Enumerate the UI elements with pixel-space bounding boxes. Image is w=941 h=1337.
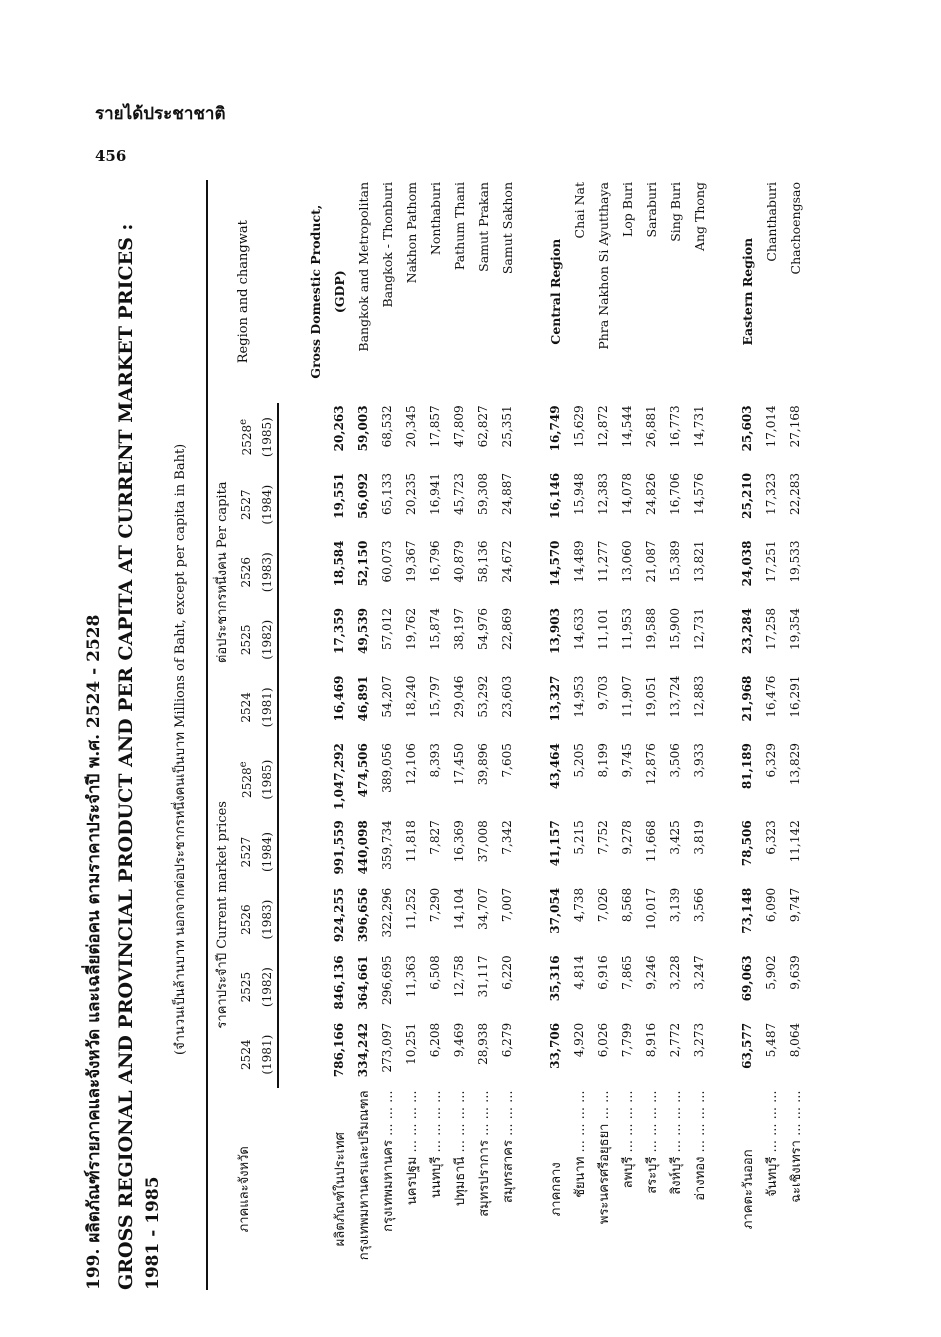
row-label-english: (GDP) — [331, 270, 347, 314]
value-cell-per-capita: 14,570 — [548, 540, 562, 587]
value-cell-per-capita: 24,672 — [500, 540, 514, 583]
year-header: (1984) — [257, 818, 278, 886]
value-cell-current-price: 78,506 — [740, 820, 754, 867]
value-cell-per-capita: 52,150 — [356, 540, 370, 587]
row-label-thai: สมุทรปราการ ... ... ... — [476, 1090, 492, 1217]
value-cell-per-capita: 16,291 — [788, 675, 802, 718]
table-row-samut-sakhon — [495, 180, 519, 1290]
table-row-nonthaburi — [423, 180, 447, 1290]
value-cell-current-price: 7,290 — [428, 887, 442, 923]
value-cell-per-capita: 15,797 — [428, 675, 442, 718]
value-cell-current-price: 16,369 — [452, 820, 466, 863]
value-cell-current-price: 39,896 — [476, 743, 490, 786]
value-cell-per-capita: 24,038 — [740, 540, 754, 587]
value-cell-current-price: 396,656 — [356, 887, 370, 943]
value-cell-per-capita: 21,968 — [740, 675, 754, 722]
row-label-english: Gross Domestic Product, — [307, 204, 323, 379]
value-cell-current-price: 8,916 — [644, 1022, 658, 1058]
table-row-ayutthaya — [591, 180, 615, 1290]
row-label-thai: สมุทรสาคร ... ... ... — [500, 1090, 516, 1204]
row-label-english: Chachoengsao — [787, 182, 803, 275]
row-label-thai: ภาคกลาง — [548, 1162, 564, 1217]
value-cell-current-price: 8,064 — [788, 1022, 802, 1058]
value-cell-per-capita: 23,284 — [740, 608, 754, 654]
value-cell-current-price: 6,220 — [500, 955, 514, 990]
value-cell-per-capita: 11,953 — [620, 608, 634, 651]
year-header: (1984) — [257, 471, 278, 539]
value-cell-per-capita: 27,168 — [788, 405, 802, 448]
value-cell-current-price: 9,747 — [788, 887, 802, 923]
value-cell-per-capita: 22,869 — [500, 608, 514, 651]
value-cell-per-capita: 13,821 — [692, 540, 706, 583]
value-cell-per-capita: 54,976 — [476, 608, 490, 651]
year-header: (1982) — [257, 953, 278, 1021]
value-cell-current-price: 7,026 — [596, 887, 610, 923]
row-label-thai: กรุงเทพมหานครและปริมณฑล — [356, 1090, 372, 1261]
value-cell-current-price: 5,487 — [764, 1022, 778, 1058]
row-label-english: Bangkok - Thonburi — [379, 182, 395, 308]
value-cell-per-capita: 59,003 — [356, 405, 370, 452]
value-cell-current-price: 81,189 — [740, 743, 754, 790]
row-label-english: Saraburi — [643, 182, 659, 238]
value-cell-current-price: 322,296 — [380, 887, 394, 938]
value-cell-per-capita: 53,292 — [476, 675, 490, 718]
value-cell-current-price: 7,342 — [500, 820, 514, 855]
value-cell-current-price: 43,464 — [548, 743, 562, 790]
value-cell-current-price: 11,818 — [404, 820, 418, 863]
year-header: (1983) — [257, 538, 278, 606]
value-cell-per-capita: 16,773 — [668, 405, 682, 448]
table-units-note: (จำนวนเป็นล้านบาท นอกจากต่อประชากรหนึ่งคนเป็นบาท Millions of Baht, except per capita in Baht) — [173, 443, 188, 1055]
row-label-english: Bangkok and Metropolitan — [355, 182, 371, 352]
table-row-lop-buri — [615, 180, 639, 1290]
value-cell-per-capita: 20,263 — [332, 405, 346, 452]
value-cell-per-capita: 15,874 — [428, 608, 442, 651]
value-cell-per-capita: 62,827 — [476, 405, 490, 448]
year-header: 2525 — [239, 971, 253, 1003]
row-label-thai: ชัยนาท ... ... ... ... — [572, 1090, 588, 1198]
value-cell-per-capita: 17,857 — [428, 405, 442, 448]
value-cell-current-price: 3,228 — [668, 955, 682, 990]
value-cell-per-capita: 29,046 — [452, 675, 466, 718]
value-cell-current-price: 17,450 — [452, 743, 466, 786]
value-cell-per-capita: 26,881 — [644, 405, 658, 448]
value-cell-current-price: 3,933 — [692, 743, 706, 778]
row-label-thai: อ่างทอง ... ... ... ... — [692, 1090, 708, 1201]
row-label-english: Nonthaburi — [427, 182, 443, 256]
row-label-thai: กรุงเทพมหานคร ... ... ... — [380, 1090, 396, 1232]
value-cell-current-price: 12,106 — [404, 743, 418, 786]
value-cell-per-capita: 14,633 — [572, 608, 586, 651]
row-label-thai: นนทบุรี ... ... ... ... — [428, 1090, 444, 1199]
year-header: 2524 — [239, 1039, 253, 1070]
row-label-english: Sing Buri — [667, 182, 683, 242]
estimate-mark: e — [238, 418, 249, 425]
value-cell-current-price: 14,104 — [452, 887, 466, 930]
value-cell-per-capita: 16,146 — [548, 472, 562, 519]
spacer-row — [519, 180, 543, 1290]
value-cell-per-capita: 13,724 — [668, 675, 682, 718]
value-cell-per-capita: 18,584 — [332, 540, 346, 587]
spacer-row — [278, 180, 303, 1290]
value-cell-current-price: 7,605 — [500, 743, 514, 778]
year-header: (1981) — [257, 1021, 278, 1089]
value-cell-current-price: 924,255 — [332, 887, 346, 943]
value-cell-current-price: 7,799 — [620, 1022, 634, 1058]
value-cell-per-capita: 19,588 — [644, 608, 658, 651]
row-label-english: Chai Nat — [571, 182, 587, 239]
year-header-estimate — [235, 741, 257, 818]
row-label-english: Samut Sakhon — [499, 182, 515, 275]
estimate-mark: e — [238, 761, 249, 768]
value-cell-current-price: 9,745 — [620, 743, 634, 778]
value-cell-per-capita: 15,900 — [668, 608, 682, 651]
value-cell-per-capita: 25,351 — [500, 405, 514, 448]
value-cell-current-price: 3,273 — [692, 1022, 706, 1058]
value-cell-current-price: 3,506 — [668, 743, 682, 778]
value-cell-current-price: 991,559 — [332, 820, 346, 875]
value-cell-current-price: 34,707 — [476, 887, 490, 930]
value-cell-per-capita: 57,012 — [380, 608, 394, 651]
value-cell-per-capita: 16,749 — [548, 405, 562, 452]
value-cell-per-capita: 19,533 — [788, 540, 802, 583]
value-cell-current-price: 37,008 — [476, 820, 490, 863]
value-cell-current-price: 6,090 — [764, 887, 778, 923]
row-label-thai: พระนครศรีอยุธยา ... ... — [596, 1090, 612, 1225]
value-cell-per-capita: 45,723 — [452, 472, 466, 515]
value-cell-current-price: 440,098 — [356, 820, 370, 875]
value-cell-per-capita: 21,087 — [644, 540, 658, 583]
year-header: 2526 — [239, 904, 253, 935]
value-cell-current-price: 334,242 — [356, 1022, 370, 1078]
value-cell-per-capita: 12,872 — [596, 405, 610, 448]
value-cell-current-price: 11,668 — [644, 820, 658, 863]
year-header: (1985) — [257, 403, 278, 471]
value-cell-current-price: 4,814 — [572, 955, 586, 990]
value-cell-per-capita: 56,092 — [356, 472, 370, 519]
value-cell-current-price: 9,278 — [620, 820, 634, 855]
value-cell-current-price: 11,363 — [404, 955, 418, 998]
value-cell-per-capita: 16,706 — [668, 472, 682, 515]
value-cell-per-capita: 17,014 — [764, 405, 778, 448]
value-cell-per-capita: 18,240 — [404, 675, 418, 718]
row-label-thai: นครปฐม ... ... ... ... — [404, 1090, 420, 1206]
value-cell-current-price: 10,017 — [644, 887, 658, 930]
value-cell-current-price: 364,661 — [356, 955, 370, 1010]
table-titles — [80, 180, 190, 1290]
value-cell-current-price: 7,752 — [596, 820, 610, 855]
value-cell-current-price: 3,819 — [692, 820, 706, 855]
value-cell-current-price: 3,425 — [668, 820, 682, 855]
value-cell-current-price: 6,508 — [428, 955, 442, 990]
value-cell-per-capita: 13,903 — [548, 608, 562, 654]
value-cell-current-price: 6,208 — [428, 1022, 442, 1058]
value-cell-per-capita: 14,953 — [572, 675, 586, 718]
value-cell-per-capita: 19,762 — [404, 608, 418, 651]
value-cell-per-capita: 11,101 — [596, 608, 610, 651]
value-cell-per-capita: 14,489 — [572, 540, 586, 583]
value-cell-current-price: 73,148 — [740, 887, 754, 934]
value-cell-current-price: 12,876 — [644, 743, 658, 786]
column-group-per-capita: ต่อประชากรหนึ่งคน Per capita — [207, 403, 235, 741]
value-cell-per-capita: 17,251 — [764, 540, 778, 583]
value-cell-per-capita: 20,345 — [404, 405, 418, 448]
table-row-central-region — [543, 180, 567, 1290]
value-cell-per-capita: 24,887 — [500, 472, 514, 515]
value-cell-per-capita: 12,883 — [692, 675, 706, 718]
row-label-english: Eastern Region — [739, 237, 755, 346]
gross-regional-product-table — [206, 180, 807, 1290]
row-label-thai: ผลิตภัณฑ์ในประเทศ — [332, 1132, 348, 1247]
value-cell-per-capita: 16,476 — [764, 675, 778, 718]
value-cell-per-capita: 14,544 — [620, 405, 634, 448]
row-label-english: Phra Nakhon Si Ayutthaya — [595, 182, 611, 350]
table-row-chanthaburi — [759, 180, 783, 1290]
value-cell-current-price: 3,247 — [692, 955, 706, 990]
value-cell-current-price: 8,393 — [428, 743, 442, 778]
value-cell-current-price: 28,938 — [476, 1022, 490, 1065]
row-label-thai: ปทุมธานี ... ... ... ... — [452, 1090, 468, 1207]
value-cell-per-capita: 49,539 — [356, 608, 370, 654]
value-cell-per-capita: 40,879 — [452, 540, 466, 583]
year-header: 2527 — [239, 836, 253, 868]
value-cell-per-capita: 60,073 — [380, 540, 394, 583]
value-cell-per-capita: 14,576 — [692, 472, 706, 515]
value-cell-current-price: 8,199 — [596, 743, 610, 778]
row-label-english: Samut Prakan — [475, 182, 491, 272]
value-cell-current-price: 69,063 — [740, 955, 754, 1002]
rotated-table-area — [80, 180, 880, 1290]
value-cell-per-capita: 9,703 — [596, 675, 610, 710]
row-label-thai: จันทบุรี ... ... ... ... — [764, 1090, 780, 1197]
value-cell-per-capita: 15,389 — [668, 540, 682, 583]
table-title-years: 1981 - 1985 — [143, 1176, 163, 1290]
table-row-nakhon-pathom — [399, 180, 423, 1290]
table-row-chai-nat — [567, 180, 591, 1290]
value-cell-current-price: 8,568 — [620, 887, 634, 923]
value-cell-current-price: 6,323 — [764, 820, 778, 855]
year-header: 2524 — [239, 692, 253, 723]
value-cell-current-price: 9,469 — [452, 1022, 466, 1058]
value-cell-current-price: 6,026 — [596, 1022, 610, 1058]
header-row-groups — [207, 180, 235, 1290]
value-cell-current-price: 1,047,292 — [332, 743, 346, 810]
value-cell-per-capita: 13,327 — [548, 675, 562, 722]
year-label: 2528 — [240, 424, 254, 456]
value-cell-per-capita: 11,277 — [596, 540, 610, 583]
value-cell-current-price: 10,251 — [404, 1022, 418, 1065]
value-cell-current-price: 13,829 — [788, 743, 802, 786]
row-label-thai: ฉะเชิงเทรา ... ... ... — [788, 1090, 804, 1203]
value-cell-per-capita: 54,207 — [380, 675, 394, 718]
year-header: (1983) — [257, 886, 278, 954]
table-row-bangkok-metropolitan — [351, 180, 375, 1290]
value-cell-per-capita: 25,210 — [740, 472, 754, 519]
table-row-samut-prakan — [471, 180, 495, 1290]
value-cell-current-price: 5,205 — [572, 743, 586, 778]
value-cell-current-price: 37,054 — [548, 887, 562, 934]
value-cell-current-price: 6,916 — [596, 955, 610, 990]
value-cell-per-capita: 16,796 — [428, 540, 442, 583]
row-label-english: Ang Thong — [691, 182, 707, 252]
value-cell-per-capita: 68,532 — [380, 405, 394, 448]
value-cell-per-capita: 17,323 — [764, 472, 778, 515]
value-cell-current-price: 41,157 — [548, 820, 562, 867]
value-cell-per-capita: 25,603 — [740, 405, 754, 452]
running-title: รายได้ประชาชาติ — [95, 104, 226, 124]
table-title-english: GROSS REGIONAL AND PROVINCIAL PRODUCT AND PER CAPITA AT CURRENT MARKET PRICES : — [115, 223, 137, 1290]
row-label-thai: สิงห์บุรี ... ... ... ... — [668, 1090, 684, 1195]
value-cell-per-capita: 16,469 — [332, 675, 346, 722]
column-header-region-english: Region and changwat — [207, 180, 278, 403]
value-cell-per-capita: 17,359 — [332, 608, 346, 654]
value-cell-per-capita: 16,941 — [428, 472, 442, 515]
column-header-region-thai: ภาคและจังหวัด — [207, 1088, 278, 1290]
value-cell-per-capita: 19,367 — [404, 540, 418, 583]
value-cell-current-price: 846,136 — [332, 955, 346, 1010]
spacer-row — [711, 180, 735, 1290]
value-cell-current-price: 7,865 — [620, 955, 634, 990]
value-cell-current-price: 7,827 — [428, 820, 442, 855]
page-header — [95, 100, 226, 165]
row-label-english: Nakhon Pathom — [403, 182, 419, 284]
row-label-english: Chanthaburi — [763, 182, 779, 262]
row-label-thai: สระบุรี ... ... ... ... — [644, 1090, 660, 1194]
value-cell-per-capita: 19,354 — [788, 608, 802, 651]
value-cell-current-price: 11,252 — [404, 887, 418, 930]
table-row-bangkok — [375, 180, 399, 1290]
table-row-chachoengsao — [783, 180, 807, 1290]
year-header: (1985) — [257, 741, 278, 818]
year-header-estimate — [235, 403, 257, 471]
table-row-gdp-heading — [303, 180, 327, 1290]
table-row-eastern-region — [735, 180, 759, 1290]
value-cell-per-capita: 13,060 — [620, 540, 634, 583]
column-group-current-prices: ราคาประจำปี Current market prices — [207, 741, 235, 1088]
value-cell-current-price: 11,142 — [788, 820, 802, 863]
value-cell-per-capita: 20,235 — [404, 472, 418, 515]
table-row-sing-buri — [663, 180, 687, 1290]
value-cell-current-price: 359,734 — [380, 820, 394, 870]
year-header: (1982) — [257, 606, 278, 674]
value-cell-current-price: 12,758 — [452, 955, 466, 998]
value-cell-per-capita: 14,078 — [620, 472, 634, 515]
value-cell-current-price: 2,772 — [668, 1022, 682, 1058]
value-cell-per-capita: 19,551 — [332, 472, 346, 519]
value-cell-current-price: 31,117 — [476, 955, 490, 998]
value-cell-current-price: 6,329 — [764, 743, 778, 778]
year-header: 2525 — [239, 624, 253, 656]
value-cell-current-price: 296,695 — [380, 955, 394, 1005]
value-cell-current-price: 6,279 — [500, 1022, 514, 1058]
value-cell-per-capita: 12,383 — [596, 472, 610, 515]
value-cell-per-capita: 19,051 — [644, 675, 658, 718]
row-label-english: Pathum Thani — [451, 182, 467, 271]
value-cell-per-capita: 59,308 — [476, 472, 490, 515]
value-cell-current-price: 474,506 — [356, 743, 370, 798]
value-cell-per-capita: 15,948 — [572, 472, 586, 515]
value-cell-current-price: 273,097 — [380, 1022, 394, 1073]
value-cell-per-capita: 46,891 — [356, 675, 370, 722]
value-cell-per-capita: 58,136 — [476, 540, 490, 583]
year-header: 2527 — [239, 489, 253, 520]
value-cell-per-capita: 23,603 — [500, 675, 514, 718]
value-cell-current-price: 4,738 — [572, 887, 586, 923]
row-label-thai: ภาคตะวันออก — [740, 1149, 756, 1230]
value-cell-current-price: 9,639 — [788, 955, 802, 990]
year-header: 2526 — [239, 556, 253, 588]
row-label-thai: ลพบุรี ... ... ... ... — [620, 1090, 636, 1189]
value-cell-per-capita: 22,283 — [788, 472, 802, 515]
page-number: 456 — [95, 147, 127, 165]
table-title-thai: 199. ผลิตภัณฑ์รายภาคและจังหวัด และเฉลี่ยต่อคน ตามราคาประจำปี พ.ศ. 2524 - 2528 — [84, 614, 104, 1290]
value-cell-current-price: 389,056 — [380, 743, 394, 793]
table-row-gdp — [327, 180, 351, 1290]
value-cell-per-capita: 14,731 — [692, 405, 706, 448]
value-cell-current-price: 5,902 — [764, 955, 778, 990]
table-row-pathum-thani — [447, 180, 471, 1290]
value-cell-current-price: 786,166 — [332, 1022, 346, 1078]
row-label-english: Lop Buri — [619, 182, 635, 238]
value-cell-current-price: 3,139 — [668, 887, 682, 923]
value-cell-per-capita: 11,907 — [620, 675, 634, 718]
year-header: (1981) — [257, 674, 278, 742]
value-cell-current-price: 63,577 — [740, 1022, 754, 1069]
value-cell-current-price: 5,215 — [572, 820, 586, 855]
value-cell-per-capita: 65,133 — [380, 472, 394, 515]
value-cell-per-capita: 38,197 — [452, 608, 466, 651]
value-cell-per-capita: 24,826 — [644, 472, 658, 515]
value-cell-current-price: 9,246 — [644, 955, 658, 990]
value-cell-current-price: 35,316 — [548, 955, 562, 1002]
value-cell-current-price: 33,706 — [548, 1022, 562, 1069]
table-row-ang-thong — [687, 180, 711, 1290]
year-label: 2528 — [240, 767, 254, 798]
value-cell-current-price: 4,920 — [572, 1022, 586, 1058]
value-cell-current-price: 3,566 — [692, 887, 706, 923]
value-cell-per-capita: 17,258 — [764, 608, 778, 651]
table-row-saraburi — [639, 180, 663, 1290]
row-label-english: Central Region — [547, 238, 563, 345]
value-cell-per-capita: 47,809 — [452, 405, 466, 448]
value-cell-per-capita: 12,731 — [692, 608, 706, 651]
value-cell-per-capita: 15,629 — [572, 405, 586, 448]
value-cell-current-price: 7,007 — [500, 887, 514, 923]
